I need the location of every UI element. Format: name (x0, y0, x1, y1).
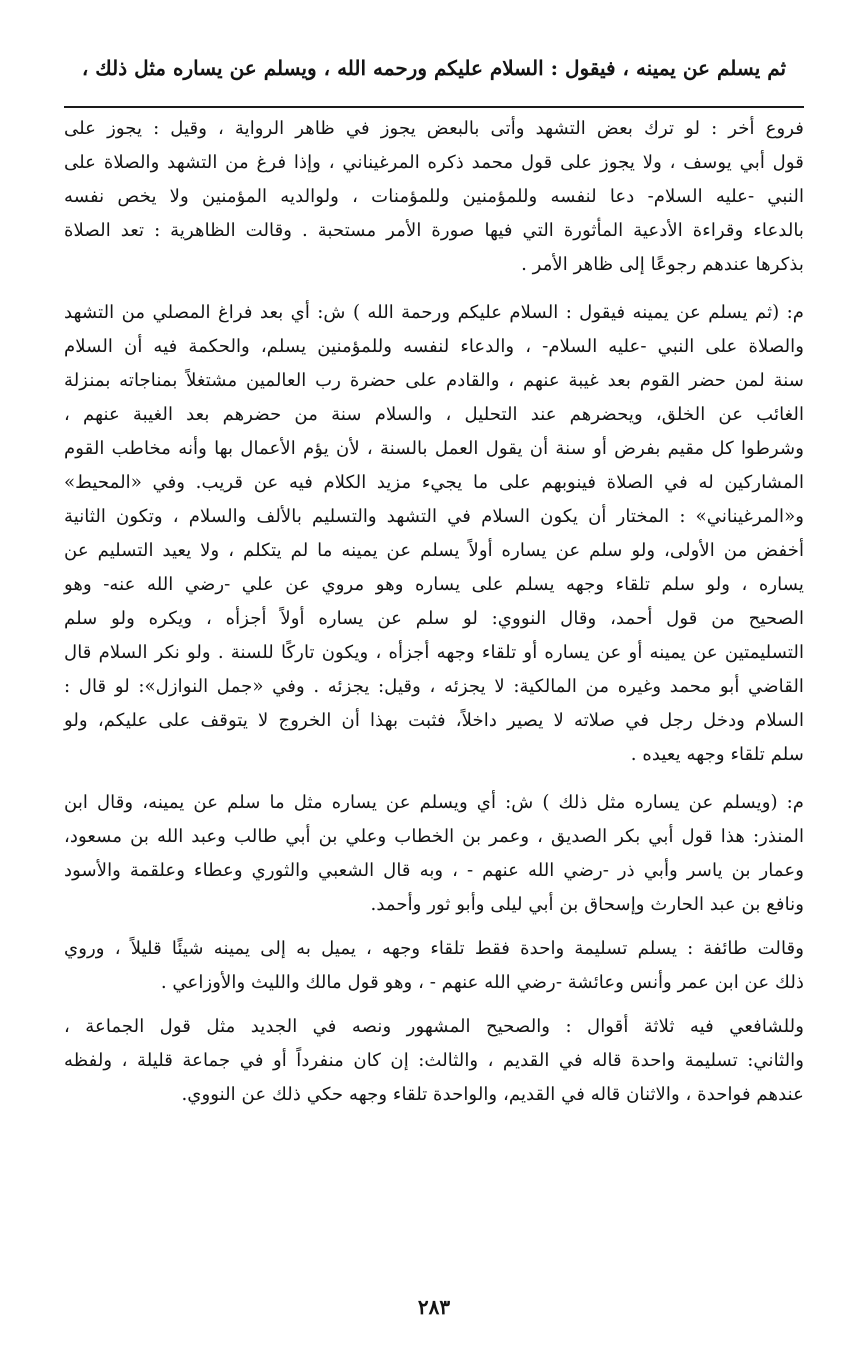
header-divider (64, 106, 804, 108)
text-line: بذكرها عندهم رجوعًا إلى ظاهر الأمر . (521, 254, 804, 275)
text-line: و«المرغيناني» : المختار أن يكون السلام في التشهد والتسليم بالألف والسلام ، وتكون الثانية (64, 506, 804, 527)
text-line: الغائب عن الخلق، ويحضرهم عند التحليل ، والسلام سنة من حضرهم بعد الغيبة عنهم ، (64, 404, 804, 425)
paragraph-gap (64, 922, 804, 932)
text-line: والثاني: تسليمة واحدة قاله في القديم ، والثالث: إن كان منفرداً أو في جماعة قليلة ، ولفظه (64, 1050, 804, 1071)
text-line: م: (ويسلم عن يساره مثل ذلك ) ش: أي ويسلم عن يساره مثل ما سلم عن يمينه، وقال ابن (64, 792, 804, 813)
text-line: وللشافعي فيه ثلاثة أقوال : والصحيح المشهور ونصه في الجديد مثل قول الجماعة ، (64, 1016, 804, 1037)
paragraph-gap (64, 1000, 804, 1010)
text-line: سلم تلقاء وجهه يعيده . (630, 744, 804, 765)
text-line: والصلاة على النبي -عليه السلام- ، والدعاء لنفسه وللمؤمنين يسلم، والحكمة فيه أن السلام (64, 336, 804, 357)
paragraph-salam-left (64, 786, 804, 922)
page-number: ٢٨٣ (417, 1295, 451, 1319)
text-line: ذلك عن ابن عمر وأنس وعائشة -رضي الله عنهم - ، وهو قول مالك والليث والأوزاعي . (160, 972, 804, 993)
text-line: وقالت طائفة : يسلم تسليمة واحدة فقط تلقاء وجهه ، يميل به إلى يمينه شيئًا قليلاً ، وروي (64, 938, 804, 959)
text-line: بالدعاء وقراءة الأدعية المأثورة التي فيها صورة الأمر مستحبة . وقالت الظاهرية : تعد الصلاة (64, 220, 804, 241)
text-line: أخفض من الأولى، ولو سلم عن يساره أولاً يسلم عن يمينه ما لم يتكلم ، ولا يعيد التسليم عن (64, 540, 804, 561)
text-line: المشاركين له في الصلاة فينوبهم على ما يجيء مزيد الكلام فيه عن قريب. وفي «المحيط» (64, 472, 804, 493)
running-header: ثم يسلم عن يمينه ، فيقول : السلام عليكم ورحمه الله ، ويسلم عن يساره مثل ذلك ، (81, 56, 787, 80)
paragraph-single-salam (64, 932, 804, 1000)
text-line: يساره ، ولو سلم تلقاء وجهه يسلم على يساره وهو مروي عن علي -رضي الله عنه- وهو (64, 574, 804, 595)
paragraph-salam-right (64, 296, 804, 772)
text-line: القاضي أبو محمد وغيره من المالكية: لا يجزئه ، وقيل: يجزئه . وفي «جمل النوازل»: لو قال : (64, 676, 804, 697)
paragraph-shafii-opinions (64, 1010, 804, 1112)
text-line: وشرطوا كل مقيم بفرض أو سنة أن يقول العمل بالسنة ، لأن يؤم الأعمال بها وأنه مخاطب القوم (64, 438, 804, 459)
text-line: قول أبي يوسف ، ولا يجوز على قول محمد ذكره المرغيناني ، وإذا فرغ من التشهد والصلاة على (64, 152, 804, 173)
text-line: عندهم فواحدة ، والاثنان قاله في القديم، والواحدة تلقاء وجهه حكي ذلك عن النووي. (181, 1084, 804, 1105)
paragraph-gap (64, 772, 804, 786)
text-line: وعمار بن ياسر وأبي ذر -رضي الله عنهم - ، وبه قال الشعبي والثوري وعطاء وعلقمة والأسود (64, 860, 804, 881)
text-line: م: (ثم يسلم عن يمينه فيقول : السلام عليكم ورحمة الله ) ش: أي بعد فراغ المصلي من التشهد (64, 302, 804, 323)
text-line: فروع أخر : لو ترك بعض التشهد وأتى بالبعض يجوز في ظاهر الرواية ، وقيل : يجوز على (64, 118, 804, 139)
text-line: ونافع بن عبد الحارث وإسحاق بن أبي ليلى وأبو ثور وأحمد. (370, 894, 804, 915)
text-line: السلام ودخل رجل في صلاته لا يصير داخلاً، فثبت بهذا أن الخروج لا يتوقف على عليكم، ولو (64, 710, 804, 731)
text-line: سنة لمن حضر القوم بعد غيبة عنهم ، والقادم على حضرة رب العالمين مشتغلاً بمناجاته بمنزلة (64, 370, 804, 391)
text-line: التسليمتين عن يمينه أو عن يساره أو تلقاء وجهه أجزأه ، ويكون تاركًا للسنة . ولو نكر السلام قال (64, 642, 804, 663)
text-line: الصحيح من قول أحمد، وقال النووي: لو سلم عن يساره أولاً أجزأه ، ويكره ولو سلم (64, 608, 804, 629)
paragraph-gap (64, 282, 804, 296)
text-line: النبي -عليه السلام- دعا لنفسه وللمؤمنين وللمؤمنات ، ولوالديه المؤمنين ولا يخص نفسه (64, 186, 804, 207)
text-line: المنذر: هذا قول أبي بكر الصديق ، وعمر بن الخطاب وعلي بن أبي طالب وعبد الله بن مسعود، (64, 826, 804, 847)
paragraph-other-branches (64, 112, 804, 282)
page-body (64, 112, 804, 1112)
